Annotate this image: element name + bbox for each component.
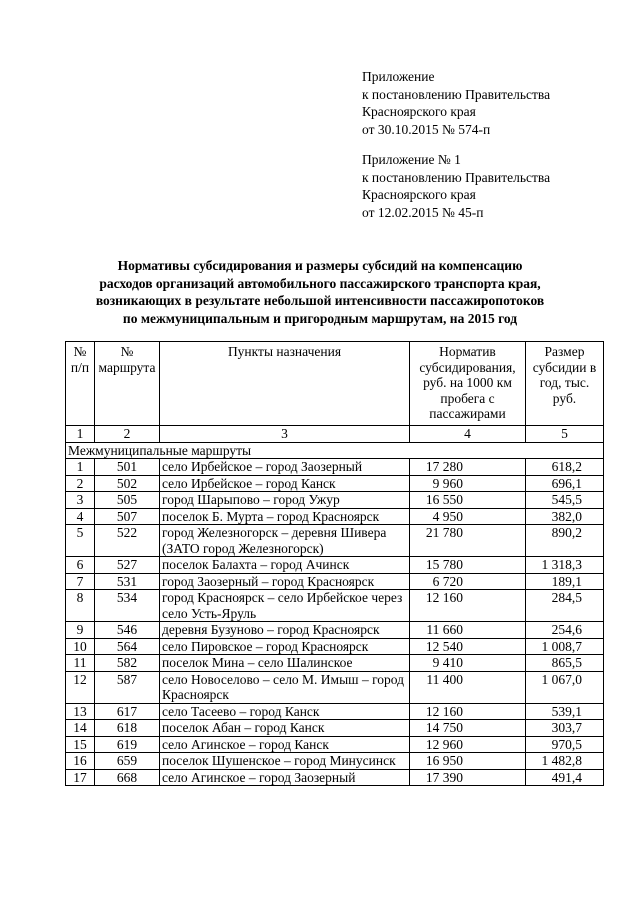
subsidy-amount: 696,1 — [526, 475, 604, 492]
table-row — [66, 590, 604, 622]
row-number: 7 — [66, 573, 95, 590]
route-destinations: село Новоселово – село М. Имыш – город Красноярск — [160, 671, 410, 703]
column-index: 4 — [410, 426, 526, 443]
subsidy-norm: 6 720 — [410, 573, 526, 590]
subsidy-amount: 189,1 — [526, 573, 604, 590]
appendix-line: к постановлению Правительства — [362, 169, 551, 185]
appendix-line: Красноярского края — [362, 187, 476, 202]
appendix-line: от 30.10.2015 № 574-п — [362, 121, 491, 137]
subsidy-norm: 12 160 — [410, 590, 526, 622]
header-num: № п/п — [66, 342, 95, 426]
header-subsidy: Размер субсидии в год, тыс. руб. — [526, 342, 604, 426]
route-destinations: поселок Шушенское – город Минусинск — [160, 753, 410, 770]
header-destinations: Пункты назначения — [160, 342, 410, 426]
table-row — [66, 655, 604, 672]
route-number: 668 — [95, 769, 160, 786]
route-destinations: село Ирбейское – город Заозерный — [160, 459, 410, 476]
table-row — [66, 492, 604, 509]
column-index: 3 — [160, 426, 410, 443]
table-row — [66, 703, 604, 720]
table-row — [66, 475, 604, 492]
subsidy-norm: 9 960 — [410, 475, 526, 492]
route-destinations: поселок Б. Мурта – город Красноярск — [160, 508, 410, 525]
row-number: 10 — [66, 638, 95, 655]
route-number: 587 — [95, 671, 160, 703]
route-destinations: поселок Мина – село Шалинское — [160, 655, 410, 672]
subsidy-amount: 1 008,7 — [526, 638, 604, 655]
column-index-row — [66, 426, 604, 443]
row-number: 13 — [66, 703, 95, 720]
route-destinations: село Пировское – город Красноярск — [160, 638, 410, 655]
route-destinations: село Агинское – город Заозерный — [160, 769, 410, 786]
subsidy-table — [65, 341, 604, 786]
subsidy-norm: 12 960 — [410, 736, 526, 753]
route-number: 527 — [95, 557, 160, 574]
subsidy-amount: 890,2 — [526, 525, 604, 557]
route-number: 531 — [95, 573, 160, 590]
route-number: 534 — [95, 590, 160, 622]
table-row — [66, 459, 604, 476]
table-row — [66, 638, 604, 655]
subsidy-amount: 284,5 — [526, 590, 604, 622]
appendix-line: к постановлению Правительства — [362, 86, 551, 102]
row-number: 6 — [66, 557, 95, 574]
route-number: 507 — [95, 508, 160, 525]
route-number: 618 — [95, 720, 160, 737]
subsidy-norm: 16 950 — [410, 753, 526, 770]
route-number: 564 — [95, 638, 160, 655]
row-number: 9 — [66, 622, 95, 639]
row-number: 4 — [66, 508, 95, 525]
table-row — [66, 671, 604, 703]
table-row — [66, 508, 604, 525]
row-number: 3 — [66, 492, 95, 509]
subsidy-norm: 9 410 — [410, 655, 526, 672]
route-number: 619 — [95, 736, 160, 753]
subsidy-amount: 618,2 — [526, 459, 604, 476]
header-route: № маршрута — [95, 342, 160, 426]
route-destinations: село Ирбейское – город Канск — [160, 475, 410, 492]
section-row — [66, 442, 604, 459]
subsidy-amount: 970,5 — [526, 736, 604, 753]
route-destinations: деревня Бузуново – город Красноярск — [160, 622, 410, 639]
appendix-header-original — [362, 151, 550, 221]
row-number: 8 — [66, 590, 95, 622]
subsidy-norm: 4 950 — [410, 508, 526, 525]
subsidy-amount: 539,1 — [526, 703, 604, 720]
table-row — [66, 525, 604, 557]
route-destinations: поселок Балахта – город Ачинск — [160, 557, 410, 574]
subsidy-norm: 21 780 — [410, 525, 526, 557]
table-header-row — [66, 342, 604, 426]
subsidy-norm: 11 400 — [410, 671, 526, 703]
row-number: 1 — [66, 459, 95, 476]
header-norm: Норматив субсидирования, руб. на 1000 км пробега с пассажирами — [410, 342, 526, 426]
subsidy-amount: 1 318,3 — [526, 557, 604, 574]
subsidy-norm: 12 160 — [410, 703, 526, 720]
route-destinations: поселок Абан – город Канск — [160, 720, 410, 737]
column-index: 1 — [66, 426, 95, 443]
table-row — [66, 753, 604, 770]
route-number: 582 — [95, 655, 160, 672]
subsidy-amount: 254,6 — [526, 622, 604, 639]
route-number: 501 — [95, 459, 160, 476]
table-row — [66, 736, 604, 753]
subsidy-norm: 15 780 — [410, 557, 526, 574]
subsidy-amount: 303,7 — [526, 720, 604, 737]
subsidy-norm: 14 750 — [410, 720, 526, 737]
title-line: Нормативы субсидирования и размеры субсидий на компенсацию — [117, 258, 523, 273]
route-destinations: город Железногорск – деревня Шивера (ЗАТО город Железногорск) — [160, 525, 410, 557]
subsidy-amount: 545,5 — [526, 492, 604, 509]
row-number: 5 — [66, 525, 95, 557]
title-line: возникающих в результате небольшой интенсивности пассажиропотоков — [95, 293, 545, 308]
row-number: 2 — [66, 475, 95, 492]
appendix-line: Красноярского края — [362, 104, 476, 119]
column-index: 2 — [95, 426, 160, 443]
subsidy-amount: 865,5 — [526, 655, 604, 672]
appendix-line: Приложение № 1 — [362, 152, 461, 167]
subsidy-amount: 491,4 — [526, 769, 604, 786]
route-number: 505 — [95, 492, 160, 509]
subsidy-amount: 1 482,8 — [526, 753, 604, 770]
subsidy-norm: 16 550 — [410, 492, 526, 509]
document-title — [40, 257, 600, 327]
row-number: 12 — [66, 671, 95, 703]
route-destinations: город Шарыпово – город Ужур — [160, 492, 410, 509]
appendix-line: от 12.02.2015 № 45-п — [362, 204, 484, 220]
subsidy-amount: 382,0 — [526, 508, 604, 525]
route-destinations: село Агинское – город Канск — [160, 736, 410, 753]
table-row — [66, 557, 604, 574]
route-destinations: город Красноярск – село Ирбейское через село Усть-Яруль — [160, 590, 410, 622]
subsidy-amount: 1 067,0 — [526, 671, 604, 703]
title-line: по межмуниципальным и пригородным маршрутам, на 2015 год — [122, 310, 518, 326]
subsidy-norm: 11 660 — [410, 622, 526, 639]
route-number: 546 — [95, 622, 160, 639]
appendix-header-current — [362, 68, 550, 138]
table-row — [66, 573, 604, 590]
route-number: 659 — [95, 753, 160, 770]
subsidy-norm: 17 280 — [410, 459, 526, 476]
column-index: 5 — [526, 426, 604, 443]
row-number: 16 — [66, 753, 95, 770]
row-number: 17 — [66, 769, 95, 786]
table-row — [66, 720, 604, 737]
subsidy-norm: 12 540 — [410, 638, 526, 655]
row-number: 14 — [66, 720, 95, 737]
title-line: расходов организаций автомобильного пассажирского транспорта края, — [99, 275, 541, 291]
appendix-line: Приложение — [362, 69, 435, 84]
route-destinations: город Заозерный – город Красноярск — [160, 573, 410, 590]
row-number: 15 — [66, 736, 95, 753]
section-label: Межмуниципальные маршруты — [66, 442, 604, 459]
subsidy-norm: 17 390 — [410, 769, 526, 786]
table-row — [66, 622, 604, 639]
row-number: 11 — [66, 655, 95, 672]
route-number: 502 — [95, 475, 160, 492]
route-number: 617 — [95, 703, 160, 720]
table-row — [66, 769, 604, 786]
route-number: 522 — [95, 525, 160, 557]
route-destinations: село Тасеево – город Канск — [160, 703, 410, 720]
